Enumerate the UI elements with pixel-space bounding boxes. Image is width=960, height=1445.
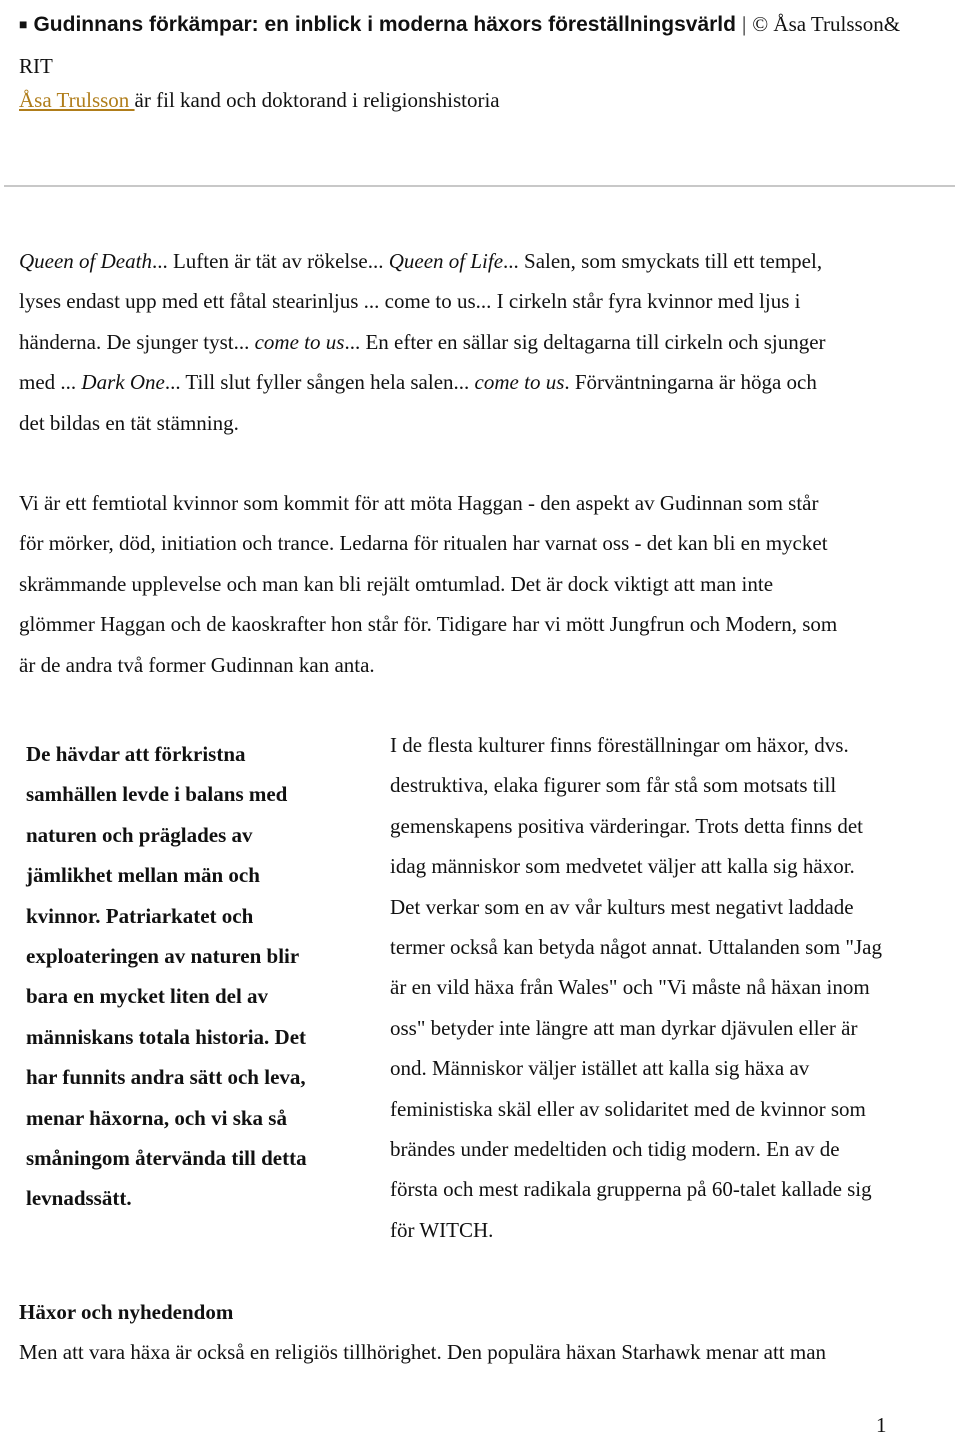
page-number: 1 bbox=[876, 1413, 887, 1437]
copyright-symbol: © bbox=[752, 12, 769, 36]
column-line: destruktiva, elaka figurer som får stå som motsats till bbox=[390, 773, 837, 798]
intro-text-run: ... Till slut fyller sången hela salen... bbox=[164, 370, 475, 395]
intro-text-run: det bildas en tät stämning. bbox=[19, 410, 239, 435]
title-separator: | bbox=[741, 12, 747, 36]
intro-line bbox=[19, 362, 944, 402]
intro-line bbox=[19, 403, 944, 443]
intro-italic-run: come to us bbox=[474, 370, 565, 395]
pull-quote-line: De hävdar att förkristna bbox=[26, 742, 246, 766]
intro-text-run: med ... bbox=[19, 370, 82, 395]
intro-text-run: händerna. De sjunger tyst... bbox=[19, 329, 255, 354]
article-header bbox=[19, 4, 944, 86]
column-line: oss" betyder inte längre att man dyrkar djävulen eller är bbox=[390, 1015, 858, 1040]
intro-italic-run: come to us bbox=[254, 329, 345, 354]
paragraph-line: för mörker, död, initiation och trance. Ledarna för ritualen har varnat oss - det kan bli en mycket bbox=[19, 531, 828, 556]
intro-text-run: . Förväntningarna är höga och bbox=[564, 370, 817, 395]
column-line: Det verkar som en av vår kulturs mest negativt laddade bbox=[390, 894, 854, 919]
column-line: brändes under medeltiden och tidig modern. En av de bbox=[390, 1137, 840, 1162]
column-line: gemenskapens positiva värderingar. Trots detta finns det bbox=[390, 813, 864, 838]
header-divider bbox=[4, 185, 955, 187]
column-line: feministiska skäl eller av solidaritet med de kvinnor som bbox=[390, 1096, 866, 1121]
title-line bbox=[19, 4, 944, 46]
intro-text-run: ... En efter en sällar sig deltagarna till cirkeln och sjunger bbox=[344, 329, 826, 354]
pull-quote-line: levnadssätt. bbox=[26, 1186, 132, 1211]
intro-italic-run: Dark One bbox=[81, 370, 165, 395]
column-line: första och mest radikala grupperna på 60-talet kallade sig bbox=[390, 1177, 872, 1202]
pull-quote-line: menar häxorna, och vi ska så bbox=[26, 1105, 287, 1130]
intro-paragraph bbox=[19, 241, 944, 443]
intro-text-run: lyses endast upp med ett fåtal stearinljus ... come to us... I cirkeln står fyra kvinnor med ljus i bbox=[19, 289, 801, 314]
body-column bbox=[390, 725, 950, 1250]
author-credit-org: RIT bbox=[19, 54, 53, 78]
pull-quote bbox=[26, 734, 356, 1219]
pull-quote-line: har funnits andra sätt och leva, bbox=[26, 1065, 306, 1090]
pull-quote-line: jämlikhet mellan män och bbox=[26, 863, 260, 888]
intro-text-run: ... Salen, som smyckats till ett tempel, bbox=[503, 249, 823, 273]
intro-italic-run: Queen of Death bbox=[19, 249, 152, 273]
column-line: termer också kan betyda något annat. Uttalanden som "Jag bbox=[390, 935, 882, 960]
section-paragraph: Men att vara häxa är också en religiös tillhörighet. Den populära häxan Starhawk menar att man bbox=[19, 1340, 827, 1364]
article-title: Gudinnans förkämpar: en inblick i moderna häxors föreställningsvärld bbox=[33, 13, 736, 36]
intro-line bbox=[19, 241, 944, 281]
pull-quote-line: naturen och präglades av bbox=[26, 822, 253, 847]
column-line: för WITCH. bbox=[390, 1217, 494, 1242]
section-heading: Häxor och nyhedendom bbox=[19, 1300, 234, 1324]
pull-quote-line: människans totala historia. Det bbox=[26, 1024, 307, 1049]
author-credit: Åsa Trulsson& bbox=[773, 12, 901, 36]
intro-text-run: ... Luften är tät av rökelse... bbox=[151, 249, 389, 273]
column-line: I de flesta kulturer finns föreställningar om häxor, dvs. bbox=[390, 733, 849, 757]
pull-quote-line: bara en mycket liten del av bbox=[26, 984, 269, 1009]
paragraph-line: är de andra två former Gudinnan kan anta. bbox=[19, 652, 375, 677]
intro-italic-run: Queen of Life bbox=[388, 249, 504, 273]
paragraph-2 bbox=[19, 483, 944, 685]
pull-quote-line: exploateringen av naturen blir bbox=[26, 944, 300, 969]
intro-line bbox=[19, 322, 944, 362]
author-link[interactable]: Åsa Trulsson bbox=[19, 88, 135, 112]
paragraph-line: glömmer Haggan och de kaoskrafter hon står för. Tidigare har vi mött Jungfrun och Modern, som bbox=[19, 612, 838, 637]
pull-quote-line: småningom återvända till detta bbox=[26, 1146, 307, 1171]
column-line: idag människor som medvetet väljer att kalla sig häxor. bbox=[390, 854, 855, 879]
pull-quote-line: kvinnor. Patriarkatet och bbox=[26, 903, 254, 928]
bullet-icon: ■ bbox=[19, 18, 28, 33]
paragraph-line: Vi är ett femtiotal kvinnor som kommit för att möta Haggan - den aspekt av Gudinnan som står bbox=[19, 491, 819, 515]
intro-line bbox=[19, 281, 944, 321]
column-line: ond. Människor väljer istället att kalla sig häxa av bbox=[390, 1056, 810, 1081]
pull-quote-line: samhällen levde i balans med bbox=[26, 782, 288, 807]
column-line: är en vild häxa från Wales" och "Vi måste nå häxan inom bbox=[390, 975, 870, 1000]
author-description: är fil kand och doktorand i religionshistoria bbox=[134, 88, 500, 112]
paragraph-line: skrämmande upplevelse och man kan bli rejält omtumlad. Det är dock viktigt att man inte bbox=[19, 571, 774, 596]
author-byline bbox=[19, 80, 500, 120]
